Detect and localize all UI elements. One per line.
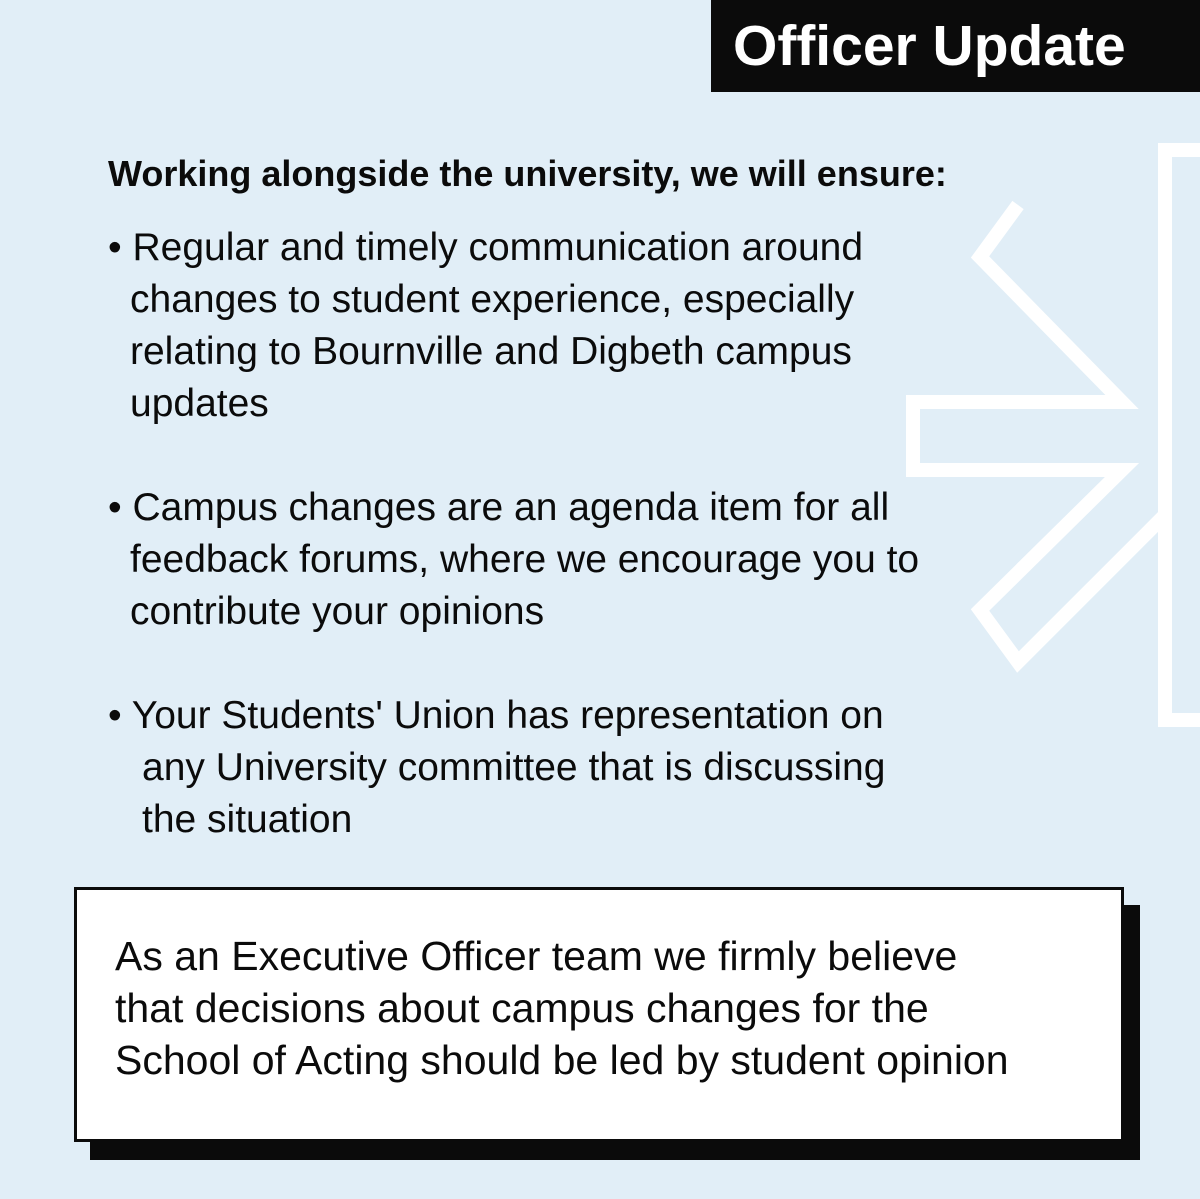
bullet-line: the situation — [142, 798, 353, 841]
bullet-line: contribute your opinions — [130, 590, 545, 633]
statement-line: As an Executive Officer team we firmly believe — [115, 933, 958, 979]
bullet-line: • Regular and timely communication around — [108, 226, 864, 269]
bullet-line: relating to Bournville and Digbeth campus — [130, 330, 852, 373]
bullet-item — [108, 690, 885, 846]
statement-box — [74, 887, 1124, 1142]
bullet-line: updates — [130, 382, 269, 425]
bullet-line: any University committee that is discussing — [142, 746, 886, 789]
bullet-line: • Campus changes are an agenda item for all — [108, 486, 890, 529]
asterisk-outline-icon — [900, 140, 1200, 730]
officer-update-title: Officer Update — [711, 0, 1200, 92]
bullet-line: • Your Students' Union has representation on — [108, 694, 884, 737]
intro-heading: Working alongside the university, we will ensure: — [108, 153, 947, 194]
bullet-item — [108, 482, 919, 638]
bullet-line: changes to student experience, especially — [130, 278, 855, 321]
statement-line: that decisions about campus changes for the — [115, 985, 929, 1031]
bullet-line: feedback forums, where we encourage you to — [130, 538, 920, 581]
bullet-item — [108, 222, 863, 430]
statement-line: School of Acting should be led by student opinion — [115, 1037, 1009, 1083]
